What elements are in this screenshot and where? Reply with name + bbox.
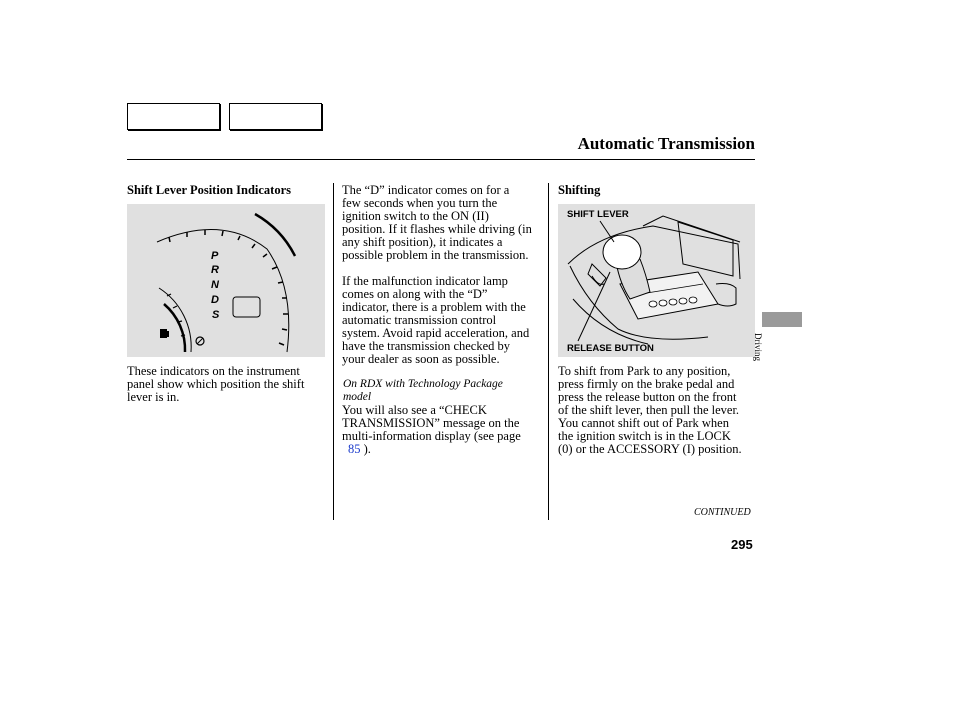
check-transmission-paragraph: You will also see a “CHECK TRANSMISSION” message on the multi-information display (see page 85 ). (342, 403, 521, 456)
column-divider-2 (548, 183, 549, 520)
malfunction-paragraph: If the malfunction indicator lamp comes on along with the “D” indicator, there is a problem with the automatic transmission control system. Avoid rapid acceleration, and have the transmission checked by your dealer as soon as possible. (342, 274, 530, 366)
continued-label: CONTINUED (694, 507, 751, 518)
page-reference-link[interactable]: 85 (348, 442, 361, 456)
section-heading-shifting: Shifting (558, 183, 601, 197)
release-button-label: RELEASE BUTTON (567, 343, 654, 354)
nav-box-1[interactable] (127, 103, 220, 130)
instrument-panel-figure (127, 204, 325, 357)
section-tab[interactable] (762, 312, 802, 327)
indicators-caption: These indicators on the instrument panel show which position the shift lever is in. (127, 364, 305, 404)
section-heading-indicators: Shift Lever Position Indicators (127, 183, 292, 197)
shifting-paragraph: To shift from Park to any position, press firmly on the brake pedal and press the release button on the front of the shift lever, then pull the lever. You cannot shift out of Park when the ignition switch is in the LOCK (0) or the ACCESSORY (I) position. (558, 364, 742, 456)
d-indicator-paragraph: The “D” indicator comes on for a few seconds when you turn the ignition switch to the ON (II) position. If it flashes while driving (in any shift position), it indicates a possible problem in the transmission. (342, 183, 532, 262)
gear-indicator-r: R (211, 264, 219, 276)
model-note: On RDX with Technology Package model (343, 378, 503, 403)
title-rule (127, 159, 755, 160)
shift-lever-figure (558, 204, 755, 357)
nav-box-2[interactable] (229, 103, 322, 130)
gear-indicator-d: D (211, 294, 219, 306)
speedometer-illustration (127, 204, 325, 357)
page-title: Automatic Transmission (577, 134, 755, 153)
gear-indicator-s: S (212, 309, 220, 321)
shift-lever-label: SHIFT LEVER (567, 209, 629, 220)
gear-indicator-p: P (211, 250, 219, 262)
gear-indicator-n: N (211, 279, 219, 291)
section-tab-label: Driving (753, 333, 763, 361)
page-number: 295 (731, 537, 753, 552)
shift-lever-illustration (558, 204, 755, 357)
column-divider-1 (333, 183, 334, 520)
